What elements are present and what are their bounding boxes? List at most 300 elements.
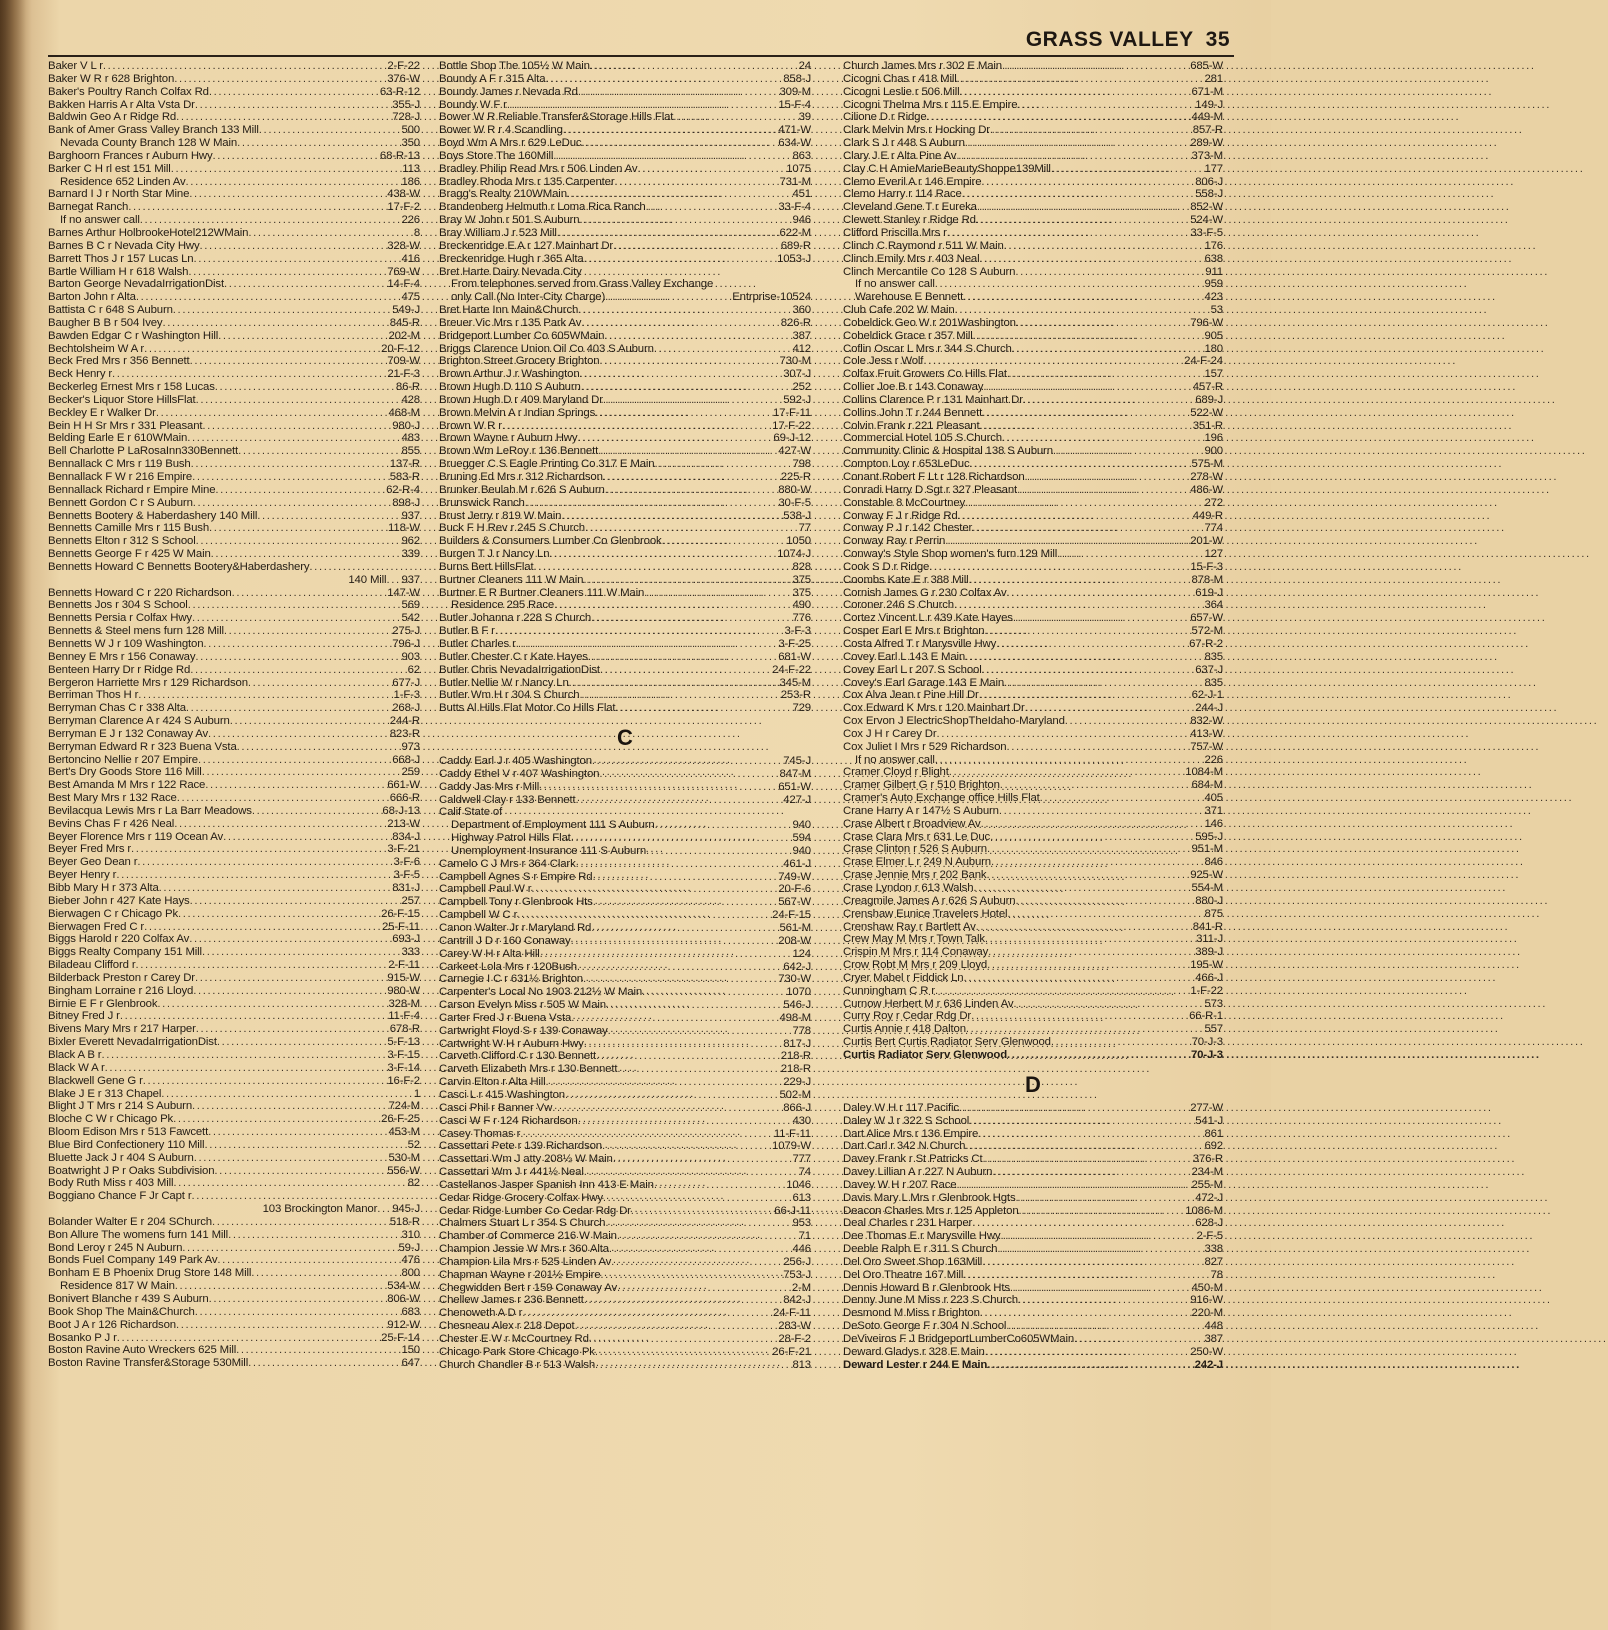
phone-number: 486-W (1190, 483, 1223, 496)
listing-entry (439, 1140, 811, 1153)
listing-name: Baugher B B r 504 Ivey (48, 316, 163, 329)
phone-number: 387 (792, 329, 811, 342)
phone-number: 68-R-13 (379, 149, 420, 162)
phone-number: 852-W (1190, 201, 1223, 214)
listing-entry (439, 986, 811, 999)
listing-entry (48, 869, 420, 882)
listing-entry (439, 961, 811, 974)
listing-name: Biggs Harold r 220 Colfax Av (48, 933, 190, 946)
listing-name: Clinch Mercantile Co 128 S Auburn (843, 265, 1016, 278)
phone-number: 557 (1204, 1023, 1223, 1036)
listing-entry (843, 330, 1223, 343)
header-rule (48, 55, 1234, 57)
listing-entry (439, 317, 811, 330)
phone-number: 806-J (1195, 175, 1223, 188)
phone-number: 451 (792, 188, 811, 201)
listing-entry (439, 1166, 811, 1179)
leader-dots (116, 869, 392, 882)
phone-number: 438-W (387, 188, 420, 201)
leader-dots (248, 1357, 400, 1370)
listing-name: Butler Nellie W r Nancy Ln (439, 676, 569, 689)
phone-number: 351-R (1192, 419, 1223, 432)
phone-number: 1 (413, 1087, 420, 1100)
leader-dots (992, 1166, 1190, 1179)
listing-name: Bawden Edgar C r Washington Hill (48, 329, 219, 342)
listing-entry (48, 317, 420, 330)
listing-entry (48, 574, 420, 587)
phone-number: 774 (1204, 522, 1223, 535)
leader-dots (159, 882, 392, 895)
phone-number: 937 (401, 509, 420, 522)
listing-name: Cryer Mabel r Fiddick Ln (843, 971, 964, 984)
listing-name: Breckenridge E A r 127 Mainhart Dr (439, 239, 614, 252)
listing-name: Chalmers Stuart L r 354 S Church (439, 1217, 606, 1230)
phone-number: 483 (401, 432, 420, 445)
phone-number: 745-J (783, 755, 811, 768)
phone-number: 281 (1204, 72, 1223, 85)
leader-dots (1019, 1205, 1185, 1218)
phone-number: 62 (407, 663, 420, 676)
listing-name: Brown Wayne r Auburn Hwy (439, 432, 578, 445)
leader-dots (979, 253, 1203, 266)
listing-column-2 (439, 60, 811, 1615)
phone-number: 524-W (1190, 214, 1223, 227)
phone-number: 275-J (392, 625, 420, 638)
listing-entry (843, 86, 1223, 99)
phone-number: 461-J (783, 857, 811, 870)
leader-dots (101, 1049, 386, 1062)
phone-number: 28-F-2 (778, 1333, 811, 1345)
listing-entry (439, 1012, 811, 1025)
listing-name: Burgen T J r Nancy Ln (439, 548, 550, 561)
listing-entry (843, 1256, 1223, 1269)
listing-name: Carey W H r Alta Hill (439, 947, 540, 960)
listing-entry (439, 922, 811, 935)
leader-dots (178, 908, 380, 921)
phone-number: 911 (1205, 265, 1223, 278)
leader-dots (963, 972, 1194, 985)
listing-name: Bragg's Realty 210WMain (439, 188, 567, 201)
leader-dots (143, 1075, 387, 1088)
listing-entry (439, 1320, 811, 1333)
leader-dots (985, 1346, 1189, 1359)
phone-number: 24-F-24 (1184, 355, 1223, 368)
leader-dots (192, 1100, 387, 1113)
listing-entry (843, 111, 1223, 124)
listing-name: Conway F J r Ridge Rd (843, 509, 958, 522)
listing-name: Bennetts Camille Mrs r 115 Bush (48, 522, 210, 535)
phone-number: 681-W (778, 650, 811, 663)
listing-entry (439, 935, 811, 948)
listing-name: Collins John T r 244 Bennett (843, 406, 983, 419)
listing-name: Best Mary Mrs r 132 Race (48, 792, 177, 805)
listing-name: Castellanos Jasper Spanish Inn 413 E Main (439, 1178, 654, 1191)
listing-entry (439, 871, 811, 884)
phone-number: 637-J (1195, 663, 1223, 676)
phone-number: 328-W (387, 239, 420, 252)
listing-entry (48, 715, 420, 728)
phone-number: 59-J (398, 1241, 420, 1254)
leader-dots (615, 176, 779, 189)
leader-dots (990, 831, 1194, 844)
listing-entry (439, 458, 811, 471)
leader-dots (631, 1205, 773, 1218)
phone-number: 573 (1204, 997, 1223, 1010)
listing-entry (843, 432, 1223, 445)
listing-entry (48, 150, 420, 163)
listing-entry (48, 304, 420, 317)
listing-entry (48, 779, 420, 792)
phone-number: 619-J (1195, 586, 1223, 599)
listing-name: Colvin Frank r 221 Pleasant (843, 419, 980, 432)
leader-dots (583, 973, 777, 986)
phone-number: 534-W (387, 1280, 420, 1293)
listing-name: Davis Mary L Mrs r Glenbrook Hgts (843, 1191, 1016, 1204)
phone-number: 661-W (387, 779, 420, 792)
listing-name: Breckenridge Hugh r 365 Alta (439, 252, 584, 265)
leader-dots (979, 689, 1191, 702)
leader-dots (189, 188, 386, 201)
phone-number: 405 (1204, 792, 1223, 805)
listing-entry (439, 819, 811, 832)
leader-dots (1000, 1230, 1195, 1243)
listing-name: Unemployment Insurance 111 S Auburn (451, 844, 647, 857)
phone-number: 556-W (387, 1164, 420, 1177)
listing-name: Clary J E r Alta Pine Av (843, 149, 957, 162)
listing-entry (843, 227, 1223, 240)
leader-dots (212, 1216, 389, 1229)
listing-name: Bell Charlotte P LaRosaInn330Bennett (48, 445, 239, 458)
listing-entry (843, 253, 1223, 266)
listing-name: Coroner 246 S Church (843, 599, 954, 612)
leader-dots (592, 755, 782, 768)
listing-name: Compton Loy r 653LeDuc (843, 458, 970, 471)
listing-entry (843, 959, 1223, 972)
leader-dots (182, 1242, 397, 1255)
leader-dots (1051, 163, 1204, 176)
listing-entry (439, 278, 811, 291)
phone-number: 749-W (778, 870, 811, 883)
phone-number: 244-R (389, 715, 420, 728)
phone-number: 387 (1204, 1333, 1223, 1345)
leader-dots (982, 1256, 1203, 1269)
phone-number: 66-J-11 (774, 1204, 811, 1217)
listing-entry (843, 1179, 1223, 1192)
listing-entry (48, 368, 420, 381)
listing-entry (843, 1269, 1223, 1282)
phone-number: 428 (401, 393, 420, 406)
listing-entry (843, 805, 1223, 818)
listing-entry (48, 1319, 420, 1332)
leader-dots (248, 677, 391, 690)
listing-name: Boggiano Chance F Jr Capt r (48, 1190, 192, 1203)
leader-dots (999, 805, 1204, 818)
phone-number: 17-F-22 (772, 419, 811, 432)
phone-number: 226 (1204, 753, 1223, 766)
listing-name: Bruegger C S Eagle Printing Co 317 E Main (439, 458, 655, 471)
phone-number: 905 (1204, 329, 1223, 342)
phone-number: 558-J (1195, 188, 1223, 201)
leader-dots (579, 689, 779, 702)
listing-entry (843, 420, 1223, 433)
listing-name: From telephones served from Grass Valley Exchange (451, 278, 714, 291)
phone-number: 345-M (779, 676, 811, 689)
leader-dots (969, 574, 1191, 587)
phone-number: 77 (798, 522, 811, 535)
listing-entry (843, 163, 1223, 176)
phone-number: 857-R (1192, 124, 1223, 137)
phone-number: 355-J (392, 98, 420, 111)
phone-number: 68-J-13 (382, 804, 420, 817)
listing-name: Canon Walter Jr r Maryland Rd (439, 922, 592, 934)
listing-name: Biggs Realty Company 151 Mill (48, 946, 202, 959)
listing-entry (439, 1115, 811, 1128)
phone-number: 11-F-11 (773, 1127, 811, 1140)
leader-dots (202, 766, 401, 779)
leader-dots (988, 946, 1194, 959)
phone-number: 798 (792, 458, 811, 471)
leader-dots (203, 638, 391, 651)
listing-name: Bilderback Preston r Carey Dr (48, 971, 195, 984)
listing-entry (843, 1140, 1223, 1153)
leader-dots (567, 188, 792, 201)
phone-number: 1086-M (1185, 1204, 1223, 1217)
phone-number: 307-J (783, 368, 811, 381)
phone-number: 62-J-1 (1191, 689, 1223, 702)
listing-entry (48, 638, 420, 651)
listing-name: Bakken Harris A r Alta Vsta Dr (48, 98, 195, 111)
leader-dots (190, 895, 401, 908)
leader-dots (662, 535, 786, 548)
listing-name: Deeble Ralph E r 311 S Church (843, 1243, 998, 1256)
listing-entry (48, 266, 420, 279)
phone-number: 692 (1204, 1140, 1223, 1153)
phone-number: 416 (401, 252, 420, 265)
listing-name: Cartwright Floyd S r 139 Conaway (439, 1024, 608, 1037)
phone-number: 225-R (780, 471, 811, 483)
phone-number: 33-F-4 (778, 201, 811, 214)
phone-number: 244-J (1195, 702, 1223, 715)
leader-dots (236, 1344, 400, 1357)
phone-number: 226 (401, 214, 420, 227)
phone-number: 728-J (392, 111, 420, 124)
listing-name: Cox Juliet I Mrs r 529 Richardson (843, 740, 1007, 753)
listing-entry (843, 741, 1223, 754)
listing-entry (439, 1038, 811, 1051)
listing-entry (439, 111, 811, 124)
listing-name: Birnie E F r Glenbrook (48, 997, 158, 1010)
leader-dots (533, 561, 791, 574)
listing-name: Chellew James r 236 Bennett (439, 1294, 584, 1307)
leader-dots (1016, 317, 1189, 330)
leader-dots (202, 420, 391, 433)
phone-number: 328-M (388, 997, 420, 1010)
leader-dots (955, 304, 1210, 317)
phone-number: 912-W (387, 1318, 420, 1331)
phone-number: 2-F-11 (388, 959, 420, 972)
listing-name: Butler Johanna r 228 S Church (439, 612, 592, 625)
listing-entry (843, 702, 1223, 715)
listing-name: Bierwagen Fred C r (48, 920, 145, 933)
phone-number: 176 (1204, 239, 1223, 252)
listing-name: Builders & Consumers Lumber Co Glenbrook (439, 535, 662, 548)
leader-dots (577, 961, 782, 974)
phone-number: 973 (401, 740, 420, 753)
listing-name: Campbell Paul W r (439, 883, 532, 896)
listing-entry (48, 253, 420, 266)
leader-dots (654, 343, 792, 356)
phone-number: 201-W (1190, 535, 1223, 548)
listing-entry (843, 985, 1223, 998)
listing-name: Brandenberg Helmuth r Loma Rica Ranch (439, 201, 646, 214)
phone-number: 476 (401, 1254, 420, 1267)
phone-number: 272 (1204, 496, 1223, 509)
phone-number: 202-M (388, 329, 420, 342)
leader-dots (502, 420, 771, 433)
listing-name: Carvin Elton r Alta Hill (439, 1076, 546, 1089)
leader-dots (188, 266, 386, 279)
phone-number: 827 (1204, 1255, 1223, 1268)
listing-name: Coombs Kate E r 388 Mill (843, 573, 969, 586)
listing-name: Bixler Everett NevadaIrrigationDist (48, 1036, 217, 1049)
phone-number: 693-J (392, 933, 420, 946)
listing-name: Barrett Thos J r 157 Lucas Ln (48, 252, 194, 265)
phone-number: 572-M (1191, 625, 1223, 638)
listing-name: Barton John r Alta (48, 291, 136, 304)
leader-dots (588, 651, 777, 664)
listing-name: Beckerleg Ernest Mrs r 158 Lucas (48, 381, 215, 394)
listing-name: Clinch C Raymond r 511 W Main (843, 239, 1004, 252)
phone-number: 253-R (780, 689, 811, 702)
phone-number: 595-J (1195, 830, 1223, 843)
listing-entry (439, 1307, 811, 1320)
phone-number: 147-W (387, 586, 420, 599)
leader-dots (112, 368, 386, 381)
listing-entry (48, 420, 420, 433)
phone-number: 538-J (783, 509, 811, 522)
phone-number: 817-J (783, 1037, 811, 1050)
listing-entry (48, 702, 420, 715)
listing-name: Calif State of (439, 806, 503, 819)
listing-name: Clark S J r 448 S Auburn (843, 137, 965, 150)
listing-entry (843, 638, 1223, 651)
listing-name: Clifford Priscilla Mrs r (843, 226, 947, 239)
listing-name: Collier Joe B r 143 Conaway (843, 381, 984, 394)
leader-dots (561, 510, 782, 523)
leader-dots (599, 768, 778, 781)
phone-number: 26-F-21 (772, 1345, 811, 1358)
leader-dots (596, 1050, 780, 1063)
listing-name: Barnes B C r Nevada City Hwy (48, 239, 200, 252)
listing-entry (439, 781, 811, 794)
listing-entry (48, 599, 420, 612)
listing-name: Crispin M Mrs r 114 Conaway (843, 946, 989, 959)
leader-dots (187, 432, 400, 445)
leader-dots (176, 111, 391, 124)
leader-dots (996, 638, 1188, 651)
leader-dots (613, 240, 780, 253)
listing-name: Residence 295 Race (451, 599, 555, 612)
leader-dots (581, 381, 792, 394)
leader-dots (174, 73, 386, 86)
phone-number: 685-W (1190, 60, 1223, 72)
listing-name: Bosanko P J r (48, 1331, 117, 1344)
leader-dots (1002, 432, 1203, 445)
listing-entry (48, 1062, 420, 1075)
listing-name: Church James Mrs r 302 E Main (843, 60, 1002, 72)
listing-entry (439, 832, 811, 845)
leader-dots (192, 471, 389, 484)
listing-name: Daley W H r 117 Pacific (843, 1101, 959, 1114)
listing-entry (48, 278, 420, 291)
listing-entry (48, 1242, 420, 1255)
leader-dots (191, 458, 389, 471)
leader-dots (248, 227, 412, 240)
listing-entry (843, 407, 1223, 420)
listing-entry (843, 895, 1223, 908)
listing-entry (439, 587, 811, 600)
listing-name: Crenshaw Ray r Bartlett Av (843, 920, 976, 933)
phone-number: 796-J (392, 637, 420, 650)
listing-name: Blake J E r 313 Chapel (48, 1087, 162, 1100)
phone-number: 530-M (388, 1151, 420, 1164)
listing-name: Covey's Earl Garage 143 E Main (843, 676, 1005, 689)
phone-number: 561-M (779, 922, 811, 934)
leader-dots (966, 1023, 1204, 1036)
listing-name: Desmond M Miss r Brighton (843, 1307, 980, 1320)
listing-entry (843, 368, 1223, 381)
listing-name: Clewett Stanley r Ridge Rd (843, 214, 976, 227)
phone-number: 252 (792, 381, 811, 394)
listing-entry (843, 843, 1223, 856)
phone-number: 3-F-5 (393, 869, 420, 882)
listing-entry (439, 1256, 811, 1269)
listing-name: Curry Roy r Cedar Rdg Dr (843, 1010, 972, 1023)
leader-dots (192, 612, 401, 625)
listing-name: Bein H H Sr Mrs r 331 Pleasant (48, 419, 203, 432)
listing-name: Colfax Fruit Growers Co Hills Flat (843, 368, 1007, 381)
listing-name: Casci W F r 124 Richardson (439, 1114, 578, 1127)
leader-dots (522, 1307, 772, 1320)
listing-name: Bloom Edison Mrs r 513 Fawcett (48, 1126, 209, 1139)
listing-entry (843, 933, 1223, 946)
listing-entry (439, 561, 811, 574)
leader-dots (223, 831, 391, 844)
phone-number: 289-W (1190, 137, 1223, 150)
phone-number: 567-W (778, 896, 811, 909)
leader-dots (195, 1306, 401, 1319)
listing-name: Champion Lila Mrs r 525 Linden Av (439, 1255, 612, 1268)
listing-name: Bank of Amer Grass Valley Branch 133 Mill (48, 124, 259, 137)
listing-entry (439, 535, 811, 548)
listing-name: Beyer Florence Mrs r 119 Ocean Av (48, 830, 224, 843)
listing-name: Chenoweth A D r (439, 1307, 523, 1320)
phone-number: 24-F-22 (772, 663, 811, 676)
listing-name: Barker C H rl est 151 Mill (48, 162, 171, 175)
listing-name: Bolander Walter E r 204 SChurch (48, 1215, 212, 1228)
listing-entry (843, 188, 1223, 201)
leader-dots (973, 882, 1190, 895)
listing-entry (48, 381, 420, 394)
leader-dots (613, 1153, 792, 1166)
leader-dots (595, 1346, 771, 1359)
listing-entry (439, 1102, 811, 1115)
phone-number: 724-M (388, 1100, 420, 1113)
listing-entry (439, 137, 811, 150)
phone-number: 541-J (1195, 1114, 1223, 1127)
phone-number: 250-W (1190, 1345, 1223, 1358)
listing-name: Cramer's Auto Exchange office Hills Flat (843, 792, 1040, 805)
